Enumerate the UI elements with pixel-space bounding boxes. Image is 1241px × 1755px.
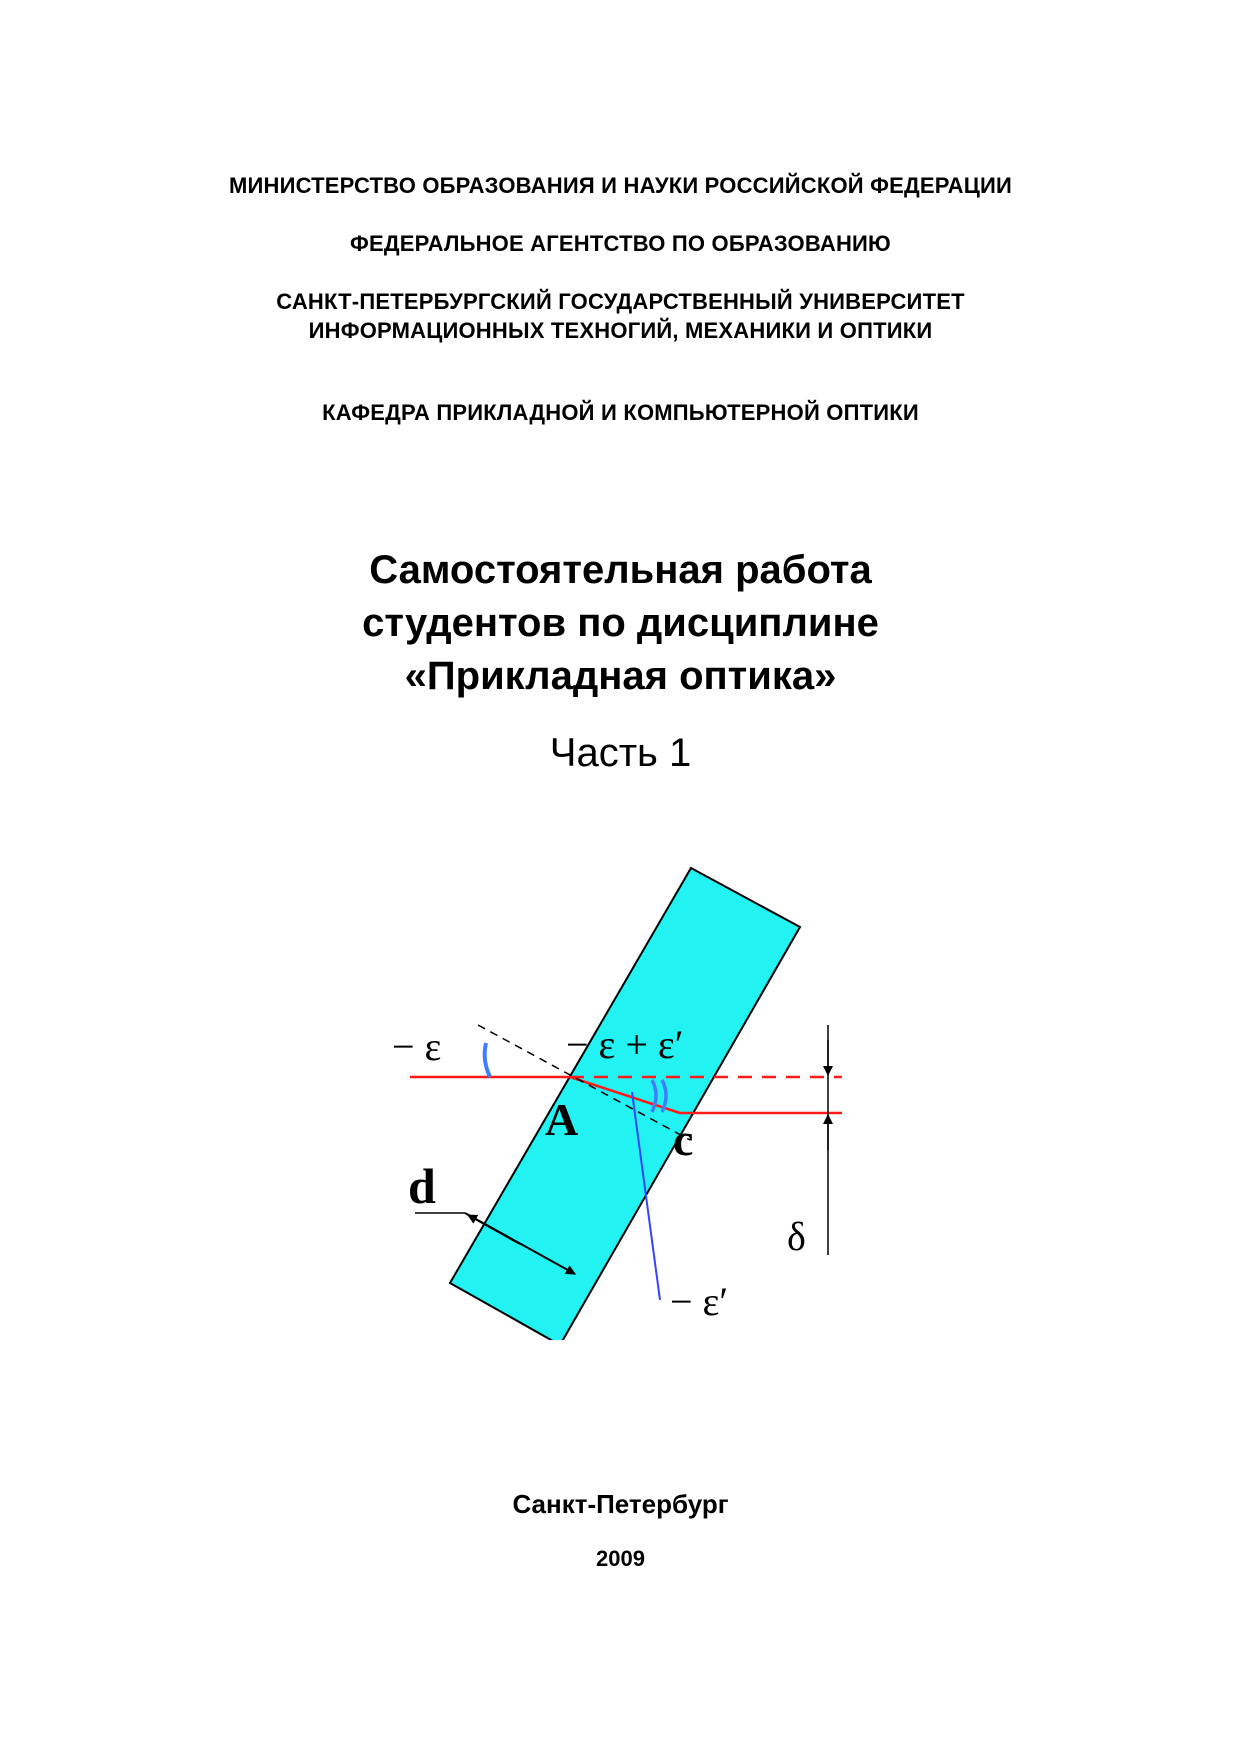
document-title-line1: Самостоятельная работа bbox=[369, 548, 872, 592]
document-title-line3: «Прикладная оптика» bbox=[404, 654, 837, 698]
glass-plate bbox=[450, 868, 800, 1340]
plane-parallel-plate-diagram bbox=[380, 860, 880, 1340]
year-label: 2009 bbox=[596, 1546, 645, 1571]
label-minus-epsilon: − ε bbox=[392, 1024, 442, 1069]
label-shift-delta: δ bbox=[787, 1214, 806, 1259]
angle-arc-epsilon bbox=[485, 1043, 490, 1077]
label-point-c: c bbox=[673, 1114, 694, 1165]
department-heading: КАФЕДРА ПРИКЛАДНОЙ И КОМПЬЮТЕРНОЙ ОПТИКИ bbox=[322, 400, 919, 425]
agency-heading: ФЕДЕРАЛЬНОЕ АГЕНТСТВО ПО ОБРАЗОВАНИЮ bbox=[350, 231, 891, 256]
document-title-line2: студентов по дисциплине bbox=[362, 601, 879, 645]
label-epsilon-sum: − ε + ε′ bbox=[566, 1022, 684, 1067]
city-label: Санкт-Петербург bbox=[512, 1489, 729, 1519]
university-heading-line1: САНКТ-ПЕТЕРБУРГСКИЙ ГОСУДАРСТВЕННЫЙ УНИВЕРСИТЕТ bbox=[276, 289, 965, 314]
label-thickness-d: d bbox=[408, 1158, 436, 1214]
label-point-a: A bbox=[545, 1094, 579, 1145]
ministry-heading: МИНИСТЕРСТВО ОБРАЗОВАНИЯ И НАУКИ РОССИЙСКОЙ ФЕДЕРАЦИИ bbox=[228, 173, 1013, 198]
part-label: Часть 1 bbox=[549, 731, 692, 775]
university-heading-line2: ИНФОРМАЦИОННЫХ ТЕХНОГИЙ, МЕХАНИКИ И ОПТИКИ bbox=[308, 318, 933, 343]
label-minus-epsilon-prime: − ε′ bbox=[670, 1279, 729, 1324]
